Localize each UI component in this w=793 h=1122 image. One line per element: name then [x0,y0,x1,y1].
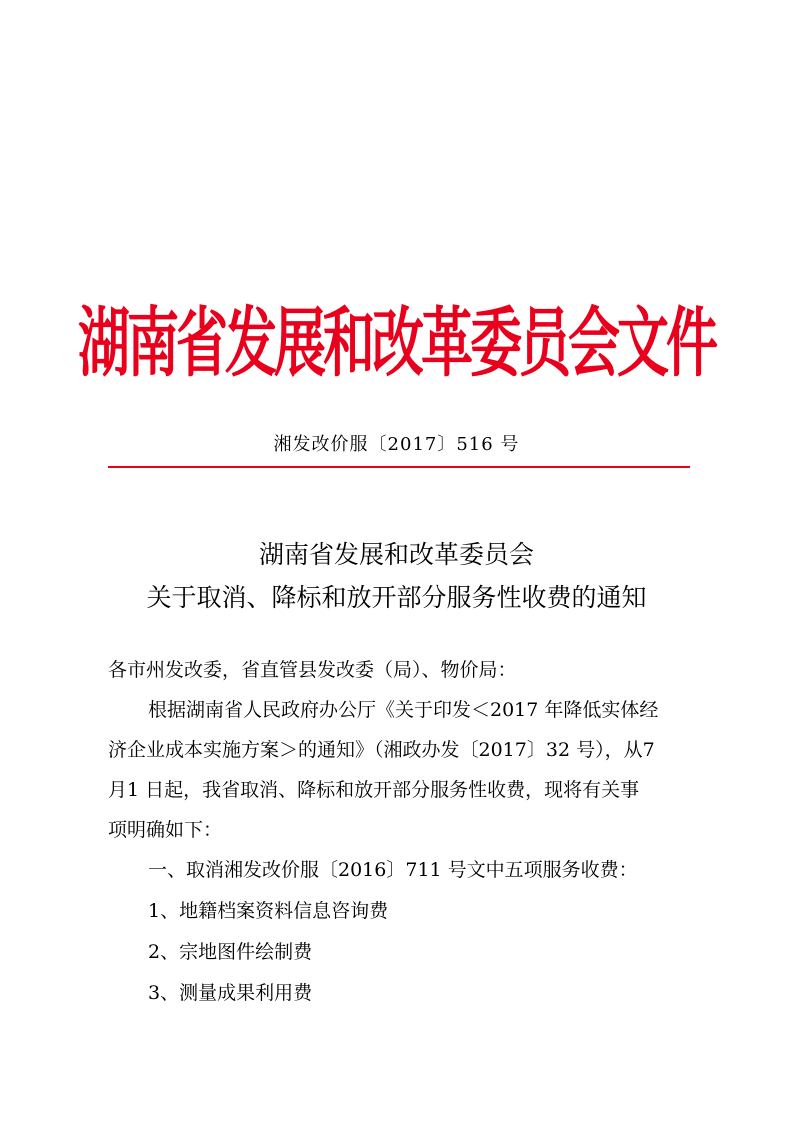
fee-list [108,850,698,1014]
paragraph-line: 月1 日起，我省取消、降标和放开部分服务性收费，现将有关事 [108,779,640,801]
document-number: 湘发改价服〔2017〕516 号 [273,434,520,455]
paragraph-line: 项明确如下： [108,819,223,841]
list-item: 3、测量成果利用费 [148,982,313,1004]
notice-title-line-2: 关于取消、降标和放开部分服务性收费的通知 [146,583,647,612]
list-item: 2、宗地图件绘制费 [148,941,313,963]
section-heading: 一、取消湘发改价服〔2016〕711 号文中五项服务收费： [148,859,638,881]
red-separator-line [108,466,690,468]
list-item: 1、地籍档案资料信息咨询费 [148,900,389,922]
notice-title-line-1: 湖南省发展和改革委员会 [258,540,534,569]
paragraph-line: 根据湖南省人民政府办公厅《关于印发＜2017 年降低实体经 [148,699,659,721]
paragraph-line: 济企业成本实施方案＞的通知》（湘政办发〔2017〕32 号），从7 [108,739,655,761]
body-paragraph [108,690,698,850]
document-header-title: 湖南省发展和改革委员会文件 [77,300,715,388]
salutation: 各市州发改委，省直管县发改委（局）、物价局： [108,659,517,681]
